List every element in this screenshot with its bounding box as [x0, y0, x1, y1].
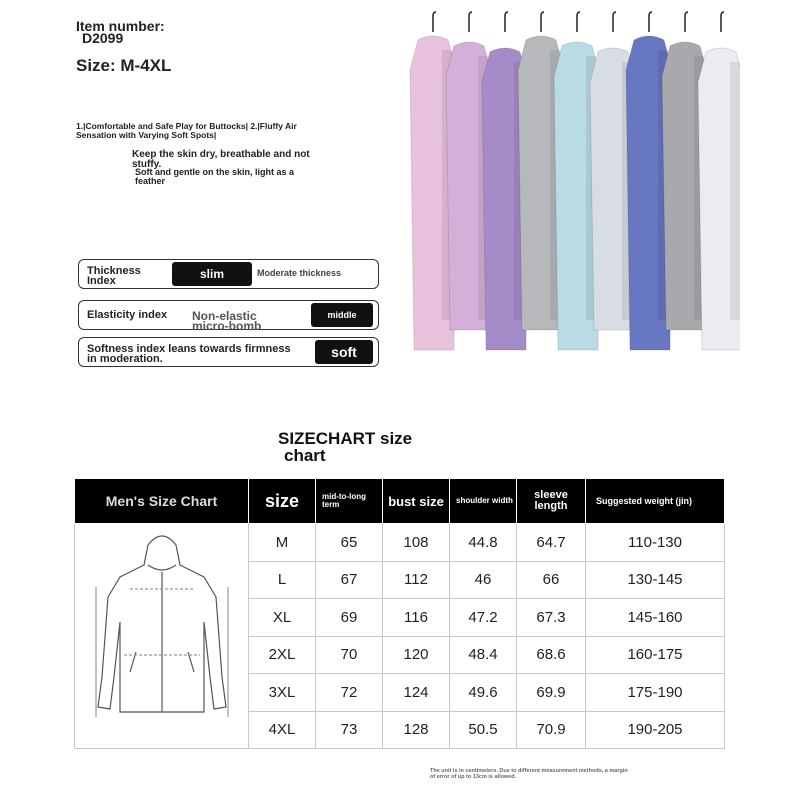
- hanging-jackets-photo: [400, 10, 740, 395]
- softness-index-label: Softness index leans towards firmness in moderation.: [87, 343, 291, 365]
- header-weight: Suggested weight (jin): [586, 479, 725, 524]
- size-chart-title: [278, 430, 412, 464]
- cell-weight: 175-190: [586, 674, 725, 712]
- elasticity-index-bar: [78, 300, 379, 333]
- cell-sleeve: 66: [517, 561, 586, 599]
- jacket-diagram: [76, 527, 248, 742]
- table-row: [75, 524, 725, 562]
- cell-sleeve: 64.7: [517, 524, 586, 562]
- cell-weight: 110-130: [586, 524, 725, 562]
- cell-shoulder: 46: [450, 561, 517, 599]
- jacket-9: [698, 12, 740, 350]
- header-size: size: [249, 479, 316, 524]
- size-chart-table: [74, 478, 725, 749]
- hanger-hook: [541, 12, 544, 32]
- hanger-hook: [469, 12, 472, 32]
- item-number-value: D2099: [82, 30, 124, 46]
- thickness-index-bar: [78, 259, 379, 289]
- cell-length: 73: [316, 711, 383, 749]
- cell-length: 70: [316, 636, 383, 674]
- cell-length: 72: [316, 674, 383, 712]
- cell-shoulder: 48.4: [450, 636, 517, 674]
- cell-bust: 112: [383, 561, 450, 599]
- cell-size: 4XL: [249, 711, 316, 749]
- cell-size: 2XL: [249, 636, 316, 674]
- cell-size: M: [249, 524, 316, 562]
- measurement-note: The unit is in centimeters. Due to different measurement methods, a margin of error of up to 13cm is allowed.: [430, 768, 628, 780]
- elasticity-index-middle: Non-elastic micro-bomb: [192, 309, 262, 333]
- cell-weight: 160-175: [586, 636, 725, 674]
- cell-shoulder: 47.2: [450, 599, 517, 637]
- cell-size: XL: [249, 599, 316, 637]
- hanger-hook: [721, 12, 724, 32]
- cell-bust: 120: [383, 636, 450, 674]
- cell-sleeve: 69.9: [517, 674, 586, 712]
- cell-length: 67: [316, 561, 383, 599]
- cell-size: 3XL: [249, 674, 316, 712]
- cell-length: 69: [316, 599, 383, 637]
- item-number-caption: Item number:: [76, 18, 165, 34]
- feature-breathable: Keep the skin dry, breathable and not stuffy.: [132, 149, 310, 170]
- cell-sleeve: 68.6: [517, 636, 586, 674]
- cell-shoulder: 44.8: [450, 524, 517, 562]
- feature-list: 1.|Comfortable and Safe Play for Buttocks| 2.|Fluffy Air Sensation with Varying Soft Spots|: [76, 121, 297, 140]
- softness-index-value: soft: [315, 340, 373, 364]
- thickness-index-side: Moderate thickness: [257, 268, 342, 278]
- cell-size: L: [249, 561, 316, 599]
- thickness-index-value: slim: [172, 262, 252, 286]
- item-number-label: [76, 20, 165, 44]
- header-bust: bust size: [383, 479, 450, 524]
- cell-sleeve: 70.9: [517, 711, 586, 749]
- size-chart-header-row: [75, 479, 725, 524]
- feature-soft: Soft and gentle on the skin, light as a feather: [135, 167, 295, 186]
- hanger-hook: [649, 12, 652, 32]
- hanger-hook: [433, 12, 436, 32]
- cell-shoulder: 50.5: [450, 711, 517, 749]
- elasticity-index-value: middle: [311, 303, 373, 327]
- header-shoulder: shoulder width: [450, 479, 517, 524]
- elasticity-index-label: Elasticity index: [87, 309, 168, 321]
- size-chart-title-line2: chart: [284, 446, 326, 465]
- hanger-hook: [685, 12, 688, 32]
- cell-bust: 108: [383, 524, 450, 562]
- hanger-hook: [577, 12, 580, 32]
- cell-bust: 116: [383, 599, 450, 637]
- header-length: mid-to-long term: [316, 479, 383, 524]
- cell-bust: 128: [383, 711, 450, 749]
- cell-shoulder: 49.6: [450, 674, 517, 712]
- cell-weight: 130-145: [586, 561, 725, 599]
- hanger-hook: [505, 12, 508, 32]
- cell-weight: 190-205: [586, 711, 725, 749]
- cell-weight: 145-160: [586, 599, 725, 637]
- cell-bust: 124: [383, 674, 450, 712]
- cell-length: 65: [316, 524, 383, 562]
- header-sleeve: sleeve length: [517, 479, 586, 524]
- jacket-shadow: [730, 62, 740, 320]
- header-mens-size-chart: Men's Size Chart: [75, 479, 249, 524]
- jacket-diagram-cell: [75, 524, 249, 749]
- hanger-hook: [613, 12, 616, 32]
- size-chart-title-line1: SIZECHART size: [278, 429, 413, 448]
- size-range: Size: M-4XL: [76, 56, 172, 75]
- thickness-index-label: Thickness Index: [87, 265, 141, 287]
- cell-sleeve: 67.3: [517, 599, 586, 637]
- softness-index-bar: [78, 337, 379, 367]
